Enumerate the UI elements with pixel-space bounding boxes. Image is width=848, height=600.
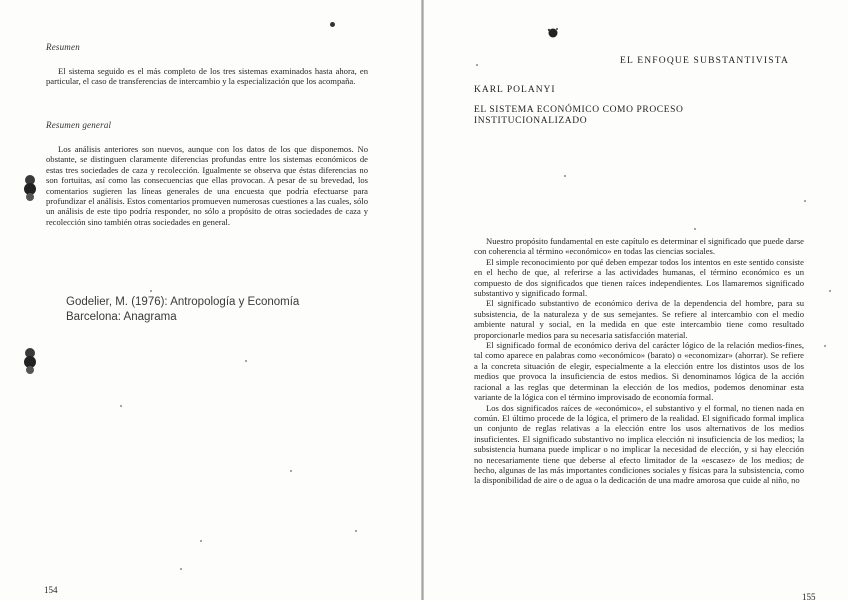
resumen-general-heading: Resumen general: [46, 120, 112, 130]
binder-hole-icon: [20, 172, 40, 202]
speck: [245, 360, 247, 362]
right-page: [424, 0, 848, 600]
resumen-general-paragraph: [46, 144, 368, 227]
citation-line-1: Godelier, M. (1976): Antropología y Economía: [66, 296, 300, 308]
left-page: [0, 0, 422, 600]
body-paragraph: El significado formal de económico deriva del carácter lógico de la relación medios-fines, tal como aparece en palabras como «económico» (barato) o «economizar» (ahorrar). Se refiere a la concreta situación de elegir, especialmente a la elección entre los distintos usos de los medios que provoca la insuficiencia de estos medios. Si denominamos lógica de la acción racional a las reglas que determinan la elección de los medios, podemos denominar esta variante de la lógica con el término improvisado de economía formal.: [474, 340, 804, 403]
speck: [564, 175, 566, 177]
resumen-paragraph: [46, 66, 368, 87]
ink-blot-icon: [546, 26, 560, 45]
body-paragraph: Nuestro propósito fundamental en este capítulo es determinar el significado que puede darse con coherencia al término «económico» en todas las ciencias sociales.: [474, 236, 804, 257]
speck: [355, 530, 357, 532]
running-head: EL ENFOQUE SUBSTANTIVISTA: [620, 56, 790, 66]
binder-hole-icon: [20, 345, 40, 375]
citation: [66, 295, 299, 325]
author-name: KARL POLANYI: [474, 85, 556, 95]
body-paragraph: El significado substantivo de económico deriva de la dependencia del hombre, para su subsistencia, de la naturaleza y de sus semejantes. Se refiere al intercambio con el medio ambiente natural y social, en la medida en que este intercambio tiene como resultado proporcionarle medios para su necesaria satisfacción material.: [474, 298, 804, 340]
speck: [290, 470, 292, 472]
body-text: [474, 236, 804, 486]
speck: [824, 345, 826, 347]
chapter-title-line-1: EL SISTEMA ECONÓMICO COMO PROCESO: [474, 105, 684, 115]
resumen-general-text: Los análisis anteriores son nuevos, aunque con los datos de los que disponemos. No obstante, se distinguen claramente diferencias profundas entre los sistemas económicos de estas tres sociedades de caza y recolección. Igualmente se observa que éstas diferencias no son fortuitas, así como las consecuencias que ellas provocan. A pesar de su brevedad, los comentarios sugieren las líneas generales de una encuesta que podría efectuarse para profundizar el análisis. Estos comentarios promueven numerosas cuestiones a las cuales, sólo un análisis de este tipo podría responder, no sólo a propósito de otras sociedades de caza y recolección sino también otras sociedades en general.: [46, 144, 368, 227]
speck: [200, 540, 202, 542]
body-paragraph: El simple reconocimiento por qué deben empezar todos los intentos en este sentido consiste en el hecho de que, al referirse a las actividades humanas, el término económico es un compuesto de dos significados que tienen raíces independientes. Los llamaremos significado substantivo y significado formal.: [474, 256, 804, 299]
speck: [180, 568, 182, 570]
chapter-title: [474, 105, 683, 127]
page-number-right: 155: [802, 592, 816, 600]
ink-dot: [330, 22, 335, 27]
citation-line-2: Barcelona: Anagrama: [66, 311, 177, 323]
body-paragraph: Los dos significados raíces de «económico», el substantivo y el formal, no tienen nada en común. El último procede de la lógica, el primero de la realidad. El significado formal implica un conjunto de reglas relativas a la elección entre los usos alternativos de los medios insuficientes. El significado substantivo no implica elección ni insuficiencia de los medios; la subsistencia humana puede implicar o no implicar la necesidad de elección, y si hay elección no necesariamente tiene que deberse al efecto limitador de la «escasez» de los medios; de hecho, algunas de las más importantes condiciones sociales y físicas para la subsistencia, como la disponibilidad de aire o de agua o la dedicación de una madre amorosa que cuide al niño, no: [474, 402, 804, 486]
speck: [694, 228, 696, 230]
speck: [476, 64, 478, 66]
resumen-heading: Resumen: [46, 42, 80, 52]
resumen-text: El sistema seguido es el más completo de los tres sistemas examinados hasta ahora, en particular, el caso de transferencias de intercambio y la especialización que los acompaña.: [46, 66, 368, 87]
speck: [804, 200, 806, 202]
chapter-title-line-2: INSTITUCIONALIZADO: [474, 116, 588, 126]
speck: [150, 290, 152, 292]
speck: [120, 405, 122, 407]
page-number-left: 154: [44, 585, 58, 595]
speck: [829, 290, 831, 292]
